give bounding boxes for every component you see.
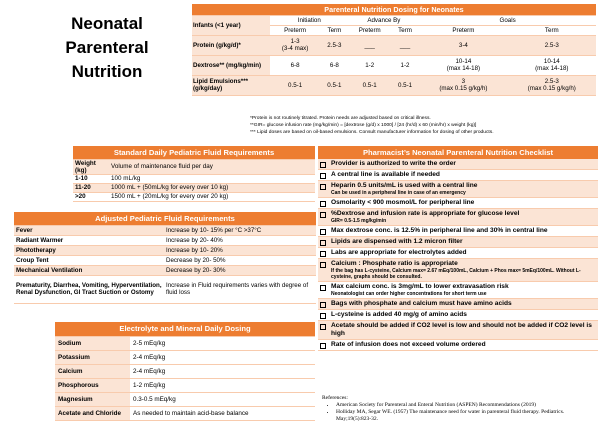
checklist-item	[318, 299, 598, 310]
checklist-item-note: GIR= 0.5-1.5 mg/kg/min	[331, 218, 387, 224]
checkbox[interactable]	[320, 173, 326, 179]
checklist-item	[318, 321, 598, 340]
table-cell: 2-4 mEq/kg	[130, 350, 315, 364]
checklist-item-text: Heparin 0.5 units/mL is used with a central line Can be used in a peripheral line in case of an emergency	[331, 182, 478, 196]
cell: 1-3 (3-4 max)	[270, 35, 320, 55]
table-cell: Decrease by 20- 30%	[164, 265, 316, 275]
table-cell: 1000 mL + (50mL/kg for every over 10 kg)	[109, 183, 315, 192]
dextrose-label: Dextrose** (mg/kg/min)	[192, 55, 270, 75]
checklist-item-text: A central line is available if needed	[331, 171, 440, 178]
checkbox[interactable]	[320, 313, 326, 319]
adjusted-fluid-table	[14, 212, 316, 304]
checklist-item-note: Can be used in a peripheral line in case of an emergency	[331, 190, 466, 196]
table-cell: 1500 mL + (20mL/kg for every over 20 kg)	[109, 192, 315, 201]
checkbox[interactable]	[320, 285, 326, 291]
table-cell: Prematurity, Diarrhea, Vomiting, Hyperventilation, Renal Dysfunction, GI Tract Suction or Ostomy	[14, 275, 164, 303]
checklist-item-text: Bags with phosphate and calcium must have amino acids	[331, 300, 512, 307]
table-cell: Increase by 10- 20%	[164, 245, 316, 255]
table-cell: Radiant Warmer	[14, 235, 164, 245]
checklist-item-note: Neonatologist can order higher concentrations for short term use	[331, 291, 487, 297]
checklist-item	[318, 340, 598, 351]
checklist-item-text: Max calcium conc. is 3mg/mL to lower extravasation risk Neonatologist can order higher concentrations for short term use	[331, 283, 509, 297]
checklist-item	[318, 259, 598, 282]
infants-label: Infants (<1 year)	[192, 15, 270, 35]
cell: 10-14 (max 14-18)	[508, 55, 596, 75]
references-label: References:	[322, 395, 348, 401]
checklist-item-text: Calcium : Phosphate ratio is appropriate If the bag has L-cysteine, Calcium max= 2.67 mEq/100mL, Calcium + Phos max= 5mEq/100mL. Without L-cysteine, graphs should be consulted.	[331, 260, 598, 280]
cell: 2.5-3 (max 0.15 g/kg/h)	[508, 75, 596, 95]
reference-item: • Holliday MA, Segar WE. (1957) The maintenance need for water in parenteral fluid therapy. Pediatrics. May;19(5):823-32.	[336, 409, 598, 423]
cell: 10-14 (max 14-18)	[419, 55, 507, 75]
electrolyte-header: Electrolyte and Mineral Daily Dosing	[55, 322, 315, 336]
checklist-item	[318, 181, 598, 198]
volume-col: Volume of maintenance fluid per day	[109, 159, 315, 174]
checklist-item	[318, 209, 598, 226]
checklist-item-text: Osmolarity < 900 mosmol/L for peripheral line	[331, 199, 475, 206]
cell: 1-2	[391, 55, 419, 75]
table-cell: 1-2 mEq/kg	[130, 378, 315, 392]
cell: 3-4	[419, 35, 507, 55]
lipid-label: Lipid Emulsions*** (g/kg/day)	[192, 75, 270, 95]
checklist-item	[318, 159, 598, 170]
adjusted-fluid-header: Adjusted Pediatric Fluid Requirements	[14, 212, 316, 225]
checkbox[interactable]	[320, 343, 326, 349]
reference-item: • American Society for Parenteral and Enteral Nutrition (ASPEN) Recommendations (2019)	[336, 402, 598, 409]
table-cell: Potassium	[55, 350, 130, 364]
checklist-item-text: %Dextrose and infusion rate is appropriate for glucose level GIR= 0.5-1.5 mg/kg/min	[331, 210, 520, 224]
table-cell: 100 mL/kg	[109, 174, 315, 183]
checklist-item-text: Provider is authorized to write the order	[331, 160, 456, 167]
checklist-item	[318, 226, 598, 237]
sub-preterm: Preterm	[270, 25, 320, 35]
pn-notes	[250, 115, 595, 136]
checkbox[interactable]	[320, 162, 326, 168]
references	[322, 395, 598, 423]
initiation-label: Initiation	[270, 15, 349, 25]
table-cell: Fever	[14, 225, 164, 235]
pn-dosing-header: Parenteral Nutrition Dosing for Neonates	[192, 4, 596, 15]
checklist-header: Pharmacist’s Neonatal Parenteral Nutrition Checklist	[318, 146, 598, 159]
checklist-item-note: If the bag has L-cysteine, Calcium max= 2.67 mEq/100mL, Calcium + Phos max= 5mEq/100mL. Without L-cysteine, graphs should be consulted.	[331, 268, 581, 280]
cell: 2.5-3	[508, 35, 596, 55]
standard-fluid-header: Standard Daily Pediatric Fluid Requirements	[73, 146, 315, 159]
checkbox[interactable]	[320, 229, 326, 235]
table-cell: Increase by 10- 15% per °C >37°C	[164, 225, 316, 235]
checklist-item	[318, 170, 598, 181]
cell: 0.5-1	[391, 75, 419, 95]
table-cell: Sodium	[55, 336, 130, 350]
table-cell: Increase in Fluid requirements varies with degree of fluid loss	[164, 275, 316, 303]
cell: 6-8	[270, 55, 320, 75]
cell: 3 (max 0.15 g/kg/h)	[419, 75, 507, 95]
cell: ___	[349, 35, 391, 55]
table-cell: As needed to maintain acid-base balance	[130, 406, 315, 420]
table-cell: Phototherapy	[14, 245, 164, 255]
checklist-item	[318, 237, 598, 248]
cell: ___	[391, 35, 419, 55]
sub-term: Term	[391, 25, 419, 35]
table-cell: Magnesium	[55, 392, 130, 406]
table-cell: 2-5 mEq/kg	[130, 336, 315, 350]
sub-preterm: Preterm	[419, 25, 507, 35]
table-cell: Calcium	[55, 364, 130, 378]
checkbox[interactable]	[320, 324, 326, 330]
checkbox[interactable]	[320, 201, 326, 207]
cell: 1-2	[349, 55, 391, 75]
table-cell: 2-4 mEq/kg	[130, 364, 315, 378]
checklist-item	[318, 282, 598, 299]
pharmacist-checklist	[318, 146, 598, 351]
pn-dosing-table	[192, 4, 596, 96]
checklist-item-text: Max dextrose conc. is 12.5% in peripheral line and 30% in central line	[331, 227, 548, 234]
page-title: Neonatal Parenteral Nutrition	[65, 14, 149, 81]
checklist-item	[318, 198, 598, 209]
goals-label: Goals	[419, 15, 596, 25]
checklist-item-text: Acetate should be added if CO2 level is low and should not be added if CO2 level is high	[331, 322, 592, 337]
checklist-item-text: Lipids are dispensed with 1.2 micron filter	[331, 238, 463, 245]
checklist-item-text: Rate of infusion does not exceed volume ordered	[331, 341, 486, 348]
table-cell: 0.3-0.5 mEq/kg	[130, 392, 315, 406]
checkbox[interactable]	[320, 251, 326, 257]
standard-fluid-table	[73, 146, 315, 202]
note: *** Lipid doses are based on oil-based emulsions. Consult manufacturer information for dosing of other products.	[250, 130, 494, 135]
cell: 6-8	[320, 55, 348, 75]
table-cell: Mechanical Ventilation	[14, 265, 164, 275]
electrolyte-table	[55, 322, 315, 421]
table-cell: 11-20	[73, 183, 109, 192]
table-cell: Decrease by 20- 50%	[164, 255, 316, 265]
table-cell: Croup Tent	[14, 255, 164, 265]
table-cell: Acetate and Chloride	[55, 406, 130, 420]
checklist-item-text: L-cysteine is added 40 mg/g of amino acids	[331, 311, 467, 318]
table-cell: Increase by 20- 40%	[164, 235, 316, 245]
sub-preterm: Preterm	[349, 25, 391, 35]
note: **GIR= glucose infusion rate (mg/kg/min) = [dextrose (g/d) x 1000] / [24 (hr/d) x 60 (min/hr) x weight (kg)]	[250, 123, 477, 128]
cell: 2.5-3	[320, 35, 348, 55]
checkbox[interactable]	[320, 240, 326, 246]
checklist-item	[318, 310, 598, 321]
checklist-item	[318, 248, 598, 259]
cell: 0.5-1	[270, 75, 320, 95]
table-cell: >20	[73, 192, 109, 201]
advance-label: Advance By	[349, 15, 420, 25]
checkbox[interactable]	[320, 302, 326, 308]
checkbox[interactable]	[320, 262, 326, 268]
checkbox[interactable]	[320, 212, 326, 218]
table-cell: 1-10	[73, 174, 109, 183]
checkbox[interactable]	[320, 184, 326, 190]
protein-label: Protein (g/kg/d)*	[192, 35, 270, 55]
sub-term: Term	[320, 25, 348, 35]
table-cell: Phosphorous	[55, 378, 130, 392]
checklist-item-text: Labs are appropriate for electrolytes added	[331, 249, 467, 256]
cell: 0.5-1	[349, 75, 391, 95]
note: *Protein is not routinely titrated. Protein needs are adjusted based on critical illness.	[250, 116, 431, 121]
cell: 0.5-1	[320, 75, 348, 95]
sub-term: Term	[508, 25, 596, 35]
weight-col: Weight (kg)	[73, 159, 109, 174]
